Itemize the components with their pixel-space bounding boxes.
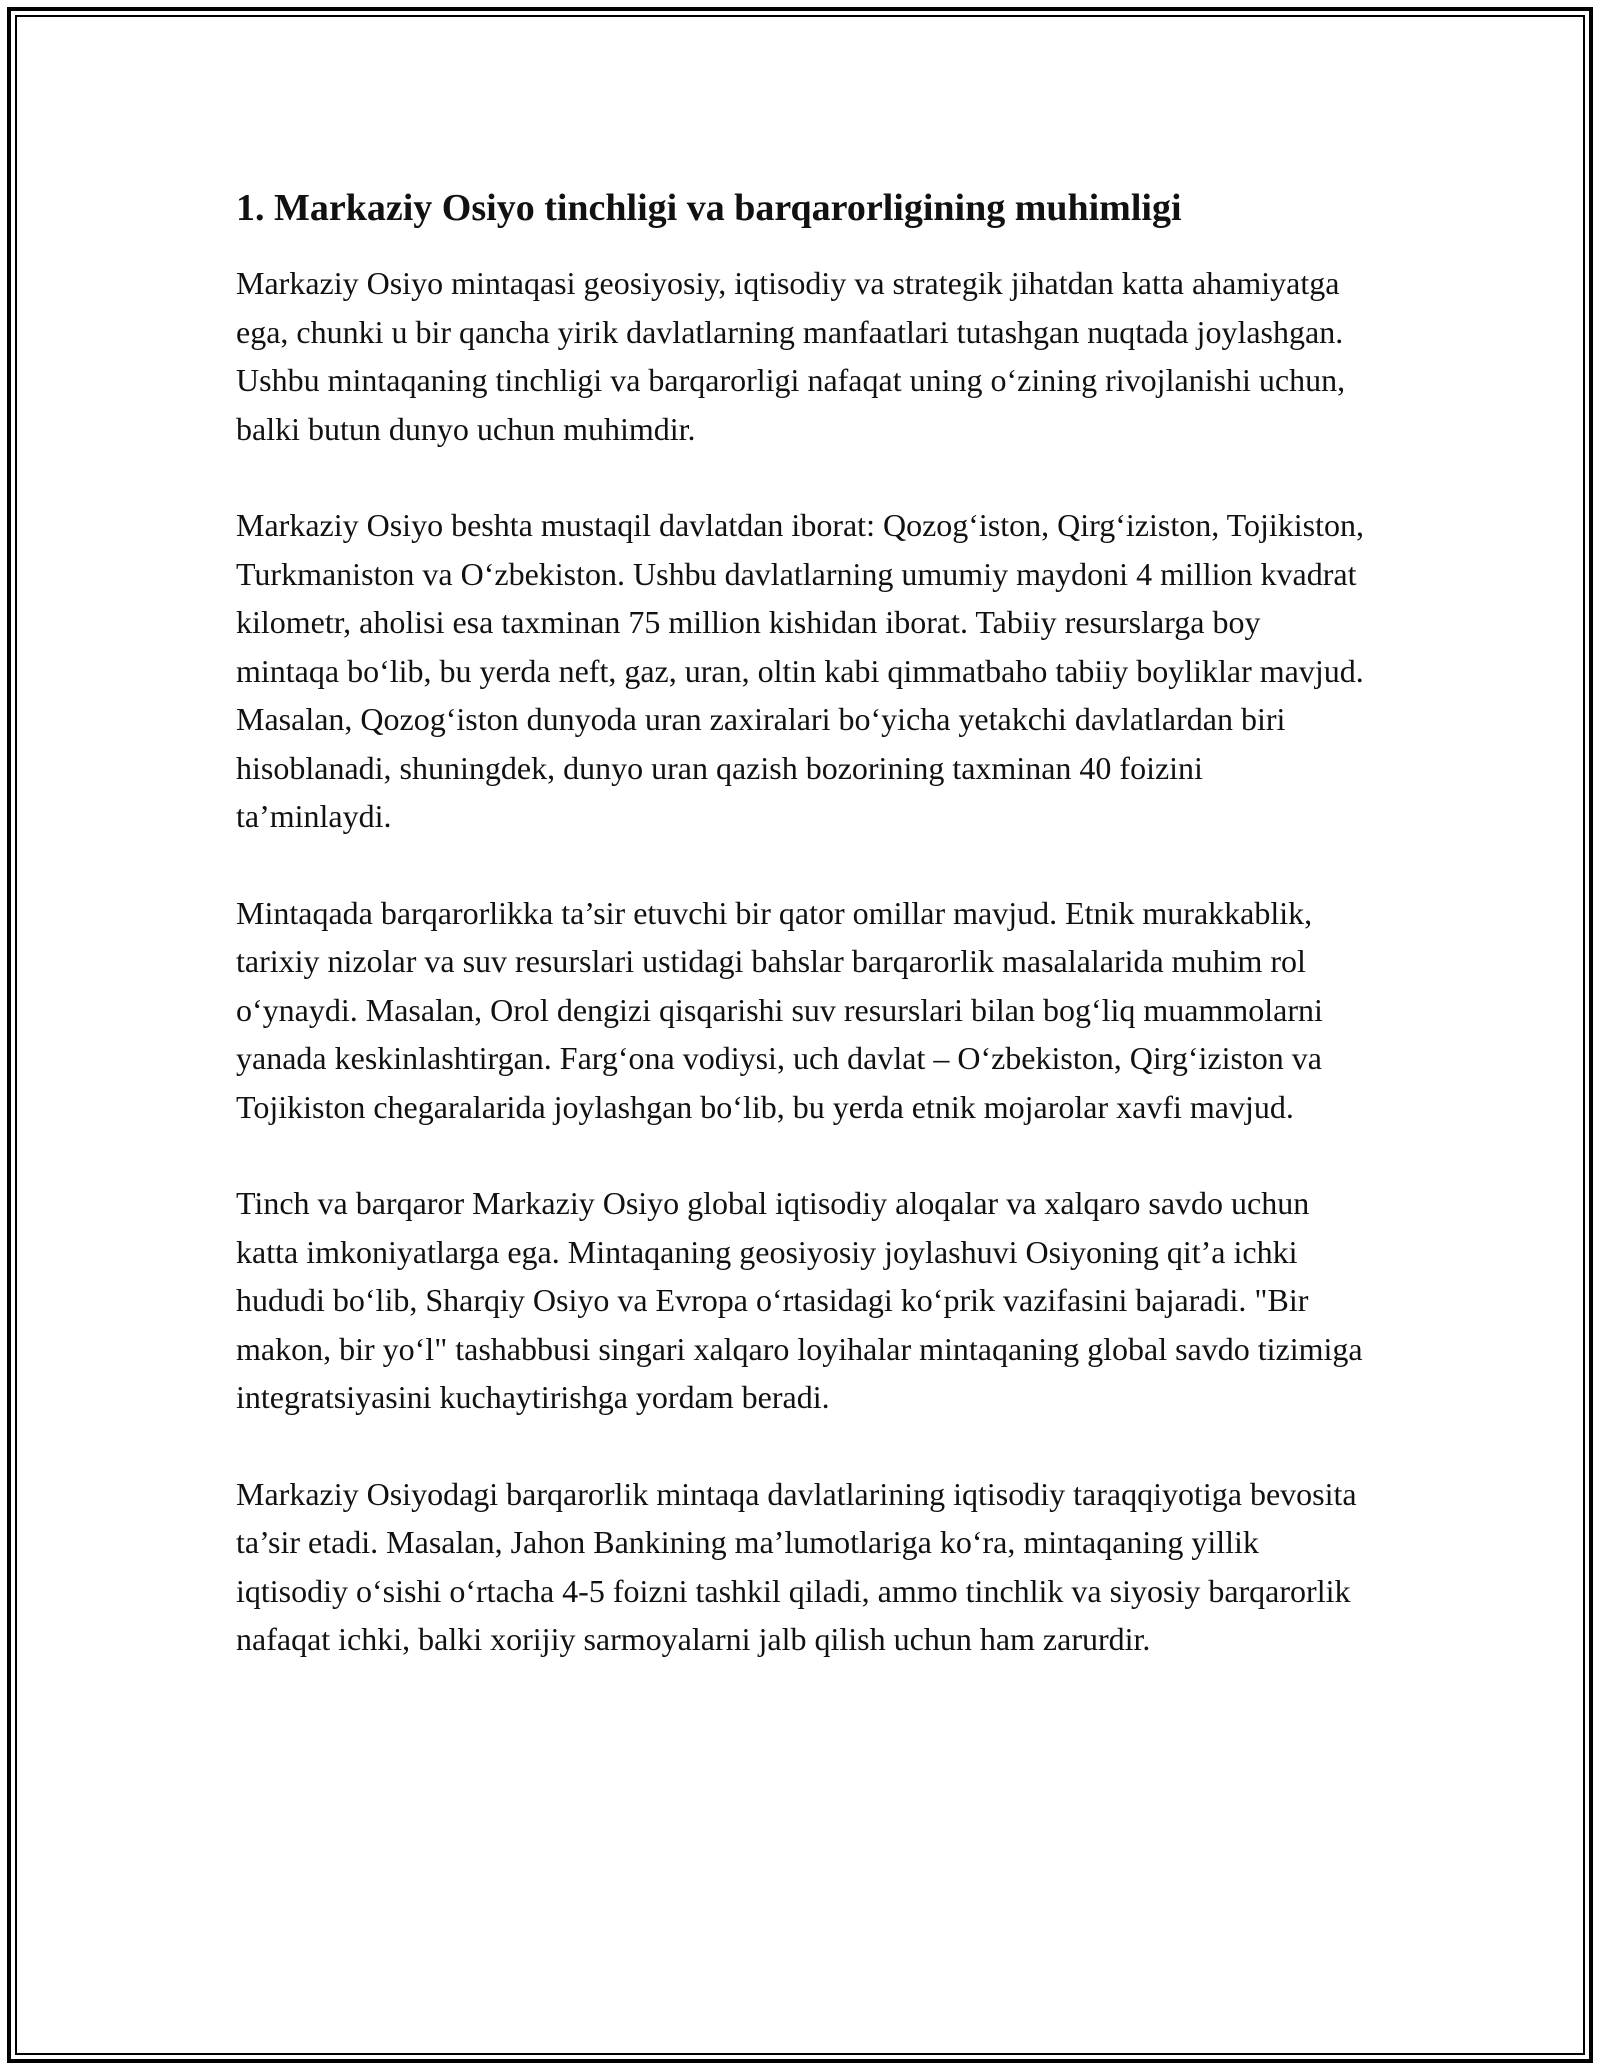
paragraph-1: Markaziy Osiyo mintaqasi geosiyosiy, iqtisodiy va strategik jihatdan katta ahamiyatga ega, chunki u bir qancha yirik davlatlarning manfaatlari tutashgan nuqtada joylashgan. Ushbu mintaqaning tinchligi va barqarorligi nafaqat uning o‘zining rivojlanishi uchun, balki butun dunyo uchun muhimdir. xyxy=(236,265,1346,447)
paragraph-2: Markaziy Osiyo beshta mustaqil davlatdan iborat: Qozog‘iston, Qirg‘iziston, Tojikiston, Turkmaniston va O‘zbekiston. Ushbu davlatlarning umumiy maydoni 4 million kvadrat kilometr, aholisi esa taxminan 75 million kishidan iborat. Tabiiy resurslarga boy mintaqa bo‘lib, bu yerda neft, gaz, uran, oltin kabi qimmatbaho tabiiy boyliklar mavjud. Masalan, Qozog‘iston dunyoda uran zaxiralari bo‘yicha yetakchi davlatlardan biri hisoblanadi, shuningdek, dunyo uran qazish bozorining taxminan 40 foizini ta’minlaydi. xyxy=(236,507,1364,834)
section-title: 1. Markaziy Osiyo tinchligi va barqarorligining muhimligi xyxy=(236,187,1182,229)
paragraph-4: Tinch va barqaror Markaziy Osiyo global iqtisodiy aloqalar va xalqaro savdo uchun katta imkoniyatlarga ega. Mintaqaning geosiyosiy joylashuvi Osiyoning qit’a ichki hududi bo‘lib, Sharqiy Osiyo va Evropa o‘rtasidagi ko‘prik vazifasini bajaradi. "Bir makon, bir yo‘l" tashabbusi singari xalqaro loyihalar mintaqaning global savdo tizimiga integratsiyasini kuchaytirishga yordam beradi. xyxy=(236,1185,1363,1415)
paragraph-3: Mintaqada barqarorlikka ta’sir etuvchi bir qator omillar mavjud. Etnik murakkablik, tarixiy nizolar va suv resurslari ustidagi bahslar barqarorlik masalalarida muhim rol o‘ynaydi. Masalan, Orol dengizi qisqarishi suv resurslari bilan bog‘liq muammolarni yanada keskinlashtirgan. Farg‘ona vodiysi, uch davlat – O‘zbekiston, Qirg‘iziston va Tojikiston chegaralarida joylashgan bo‘lib, bu yerda etnik mojarolar xavfi mavjud. xyxy=(236,894,1323,1125)
document-body xyxy=(236,185,1366,1712)
paragraph-5: Markaziy Osiyodagi barqarorlik mintaqa davlatlarining iqtisodiy taraqqiyotiga bevosita ta’sir etadi. Masalan, Jahon Bankining ma’lumotlariga ko‘ra, mintaqaning yillik iqtisodiy o‘sishi o‘rtacha 4-5 foizni tashkil qiladi, ammo tinchlik va siyosiy barqarorlik nafaqat ichki, balki xorijiy sarmoyalarni jalb qilish uchun ham zarurdir. xyxy=(236,1475,1357,1657)
